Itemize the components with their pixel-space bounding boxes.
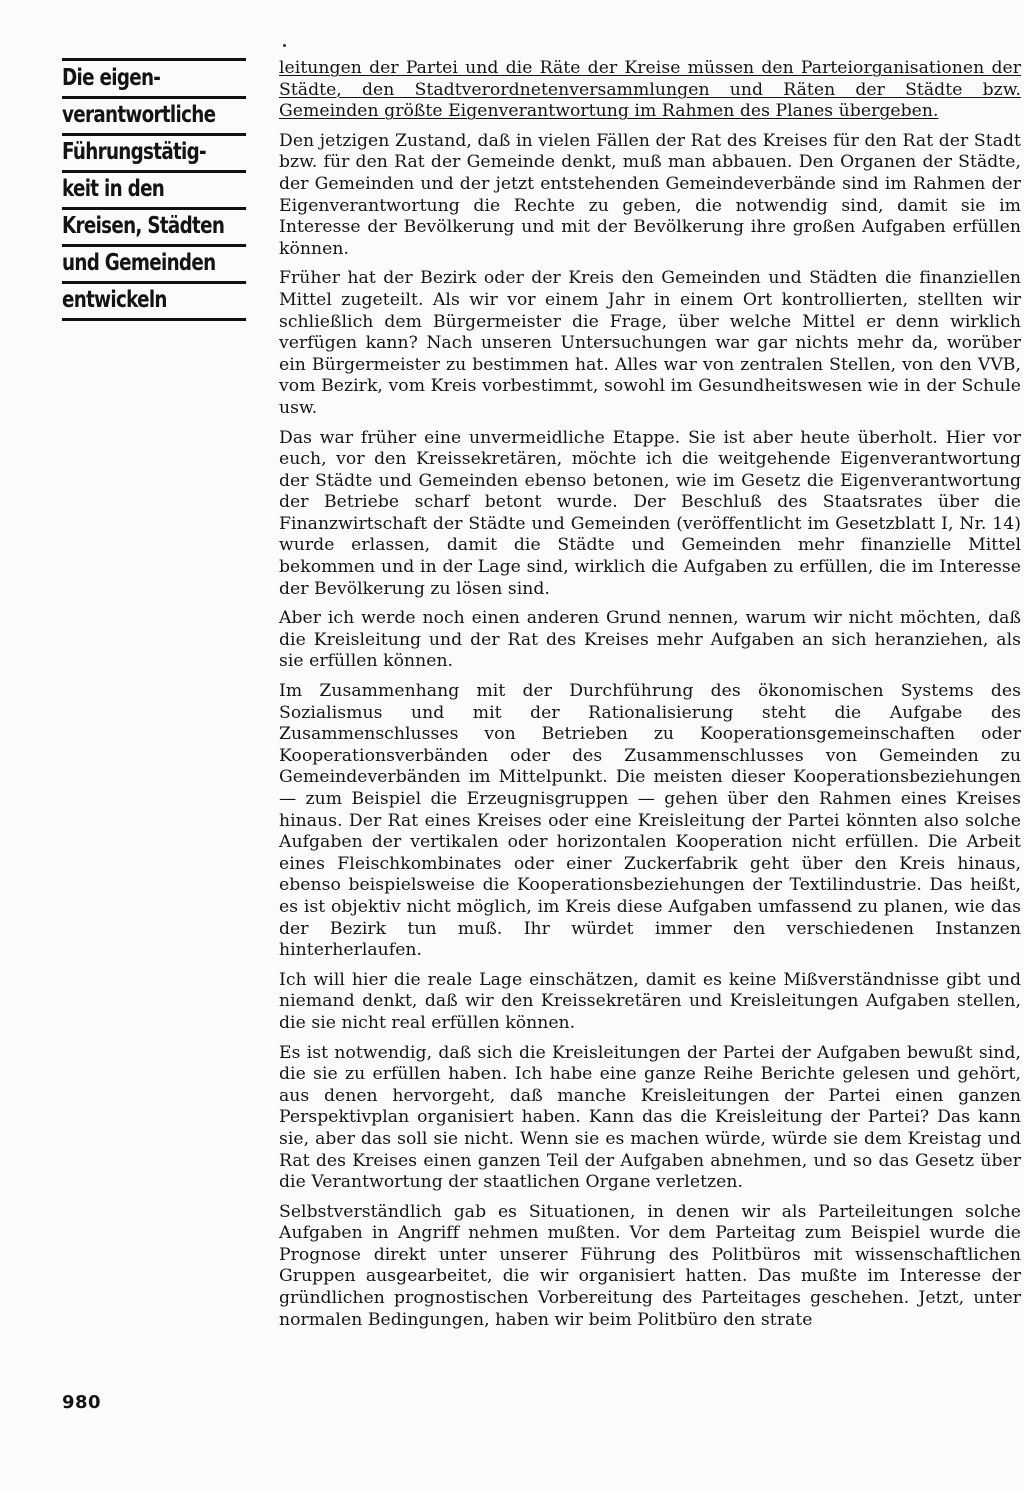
heading-top-rule [62, 58, 246, 61]
paragraph: Selbstverständlich gab es Situationen, in denen wir als Parteileitungen solche Aufgaben in Angriff nehmen mußten. Vor dem Parteitag zum Beispiel wurde die Prognose direkt unter unserer Führung des Politbüros mit wissenschaftlichen Gruppen ausgearbeitet, die wir organisiert hatten. Das mußte im Interesse der gründlichen prognostischen Vorbereitung des Parteitages geschehen. Jetzt, unter normalen Bedingungen, haben wir beim Politbüro den strate [279, 1201, 1021, 1330]
paragraph: Im Zusammenhang mit der Durchführung des ökonomischen Systems des Sozialismus und mit der Rationalisierung steht die Aufgabe des Zusammenschlusses von Betrieben zu Kooperationsgemeinschaften oder Kooperationsverbänden oder des Zusammenschlusses von Gemeinden zu Gemeindeverbänden im Mittelpunkt. Die meisten dieser Kooperationsbeziehungen — zum Beispiel die Erzeugnisgruppen — gehen über den Rahmen eines Kreises hinaus. Der Rat eines Kreises oder eine Kreisleitung der Partei könnten also solche Aufgaben der vertikalen oder horizontalen Kooperation nicht erfüllen. Die Arbeit eines Fleischkombinates oder einer Zuckerfabrik geht über den Kreis hinaus, ebenso beispielsweise die Kooperationsbeziehungen der Textilindustrie. Das heißt, es ist objektiv nicht möglich, im Kreis diese Aufgaben umfassend zu planen, wie das der Bezirk tun muß. Ihr würdet immer den verschiedenen Instanzen hinterherlaufen. [279, 681, 1021, 961]
margin-heading-line: Die eigen- [62, 62, 246, 99]
body-text [279, 58, 1021, 1339]
margin-heading-line: verantwortliche [62, 99, 246, 136]
top-dot [283, 44, 286, 47]
paragraph: leitungen der Partei und die Räte der Kreise müssen den Parteiorganisationen der Städte, den Stadtverordnetenversammlungen und Räten der Städte bzw. Gemeinden größte Eigenverantwortung im Rahmen des Planes übergeben. [279, 58, 1021, 122]
paragraph: Ich will hier die reale Lage einschätzen, damit es keine Mißverständnisse gibt und niemand denkt, daß wir den Kreissekretären und Kreisleitungen Aufgaben stellen, die sie nicht real erfüllen können. [279, 969, 1021, 1033]
paragraph: Das war früher eine unvermeidliche Etappe. Sie ist aber heute überholt. Hier vor euch, vor den Kreissekretären, möchte ich die weitgehende Eigenverantwortung der Städte und Gemeinden ebenso betonen, wie im Gesetz die Eigenverantwortung der Betriebe scharf betont wurde. Der Beschluß des Staatsrates über die Finanzwirtschaft der Städte und Gemeinden (veröffentlicht im Gesetzblatt I, Nr. 14) wurde erlassen, damit die Städte und Gemeinden mehr finanzielle Mittel bekommen und in der Lage sind, wirklich die Aufgaben zu erfüllen, die im Interesse der Bevölkerung zu lösen sind. [279, 427, 1021, 599]
margin-heading-line: und Gemeinden [62, 247, 246, 284]
margin-heading [62, 62, 246, 321]
page-number: 980 [62, 1392, 102, 1413]
margin-heading-line: keit in den [62, 173, 246, 210]
margin-heading-line: entwickeln [62, 284, 246, 321]
paragraph: Aber ich werde noch einen anderen Grund nennen, warum wir nicht möchten, daß die Kreisleitung und der Rat des Kreises mehr Aufgaben an sich heranziehen, als sie erfüllen können. [279, 608, 1021, 672]
margin-heading-line: Kreisen, Städten [62, 210, 246, 247]
paragraph: Den jetzigen Zustand, daß in vielen Fällen der Rat des Kreises für den Rat der Stadt bzw. für den Rat der Gemeinde denkt, muß man abbauen. Den Organen der Städte, der Gemeinden und der jetzt entstehenden Gemeindeverbände sind im Rahmen der Eigenverantwortung die Rechte zu geben, die notwendig sind, damit sie im Interesse der Bevölkerung und mit der Bevölkerung ihre großen Aufgaben erfüllen können. [279, 130, 1021, 259]
paragraph: Früher hat der Bezirk oder der Kreis den Gemeinden und Städten die finanziellen Mittel zugeteilt. Als wir vor einem Jahr in einem Ort kontrollierten, stellten wir schließlich dem Bürgermeister die Frage, über welche Mittel er denn wirklich verfügen kann? Nach unseren Untersuchungen war gar nichts mehr da, worüber ein Bürgermeister zu bestimmen hat. Alles war von zentralen Stellen, von den VVB, vom Bezirk, vom Kreis vorbestimmt, sowohl im Gesundheitswesen wie in der Schule usw. [279, 268, 1021, 418]
margin-heading-line: Führungstätig- [62, 136, 246, 173]
paragraph: Es ist notwendig, daß sich die Kreisleitungen der Partei der Aufgaben bewußt sind, die sie zu erfüllen haben. Ich habe eine ganze Reihe Berichte gelesen und gehört, aus denen hervorgeht, daß manche Kreisleitungen der Partei einen ganzen Perspektivplan organisiert haben. Kann das die Kreisleitung der Partei? Das kann sie, aber das soll sie nicht. Wenn sie es machen würde, würde sie dem Kreistag und Rat des Kreises einen ganzen Teil der Aufgaben abnehmen, und so das Gesetz über die Verantwortung der staatlichen Organe verletzen. [279, 1042, 1021, 1193]
